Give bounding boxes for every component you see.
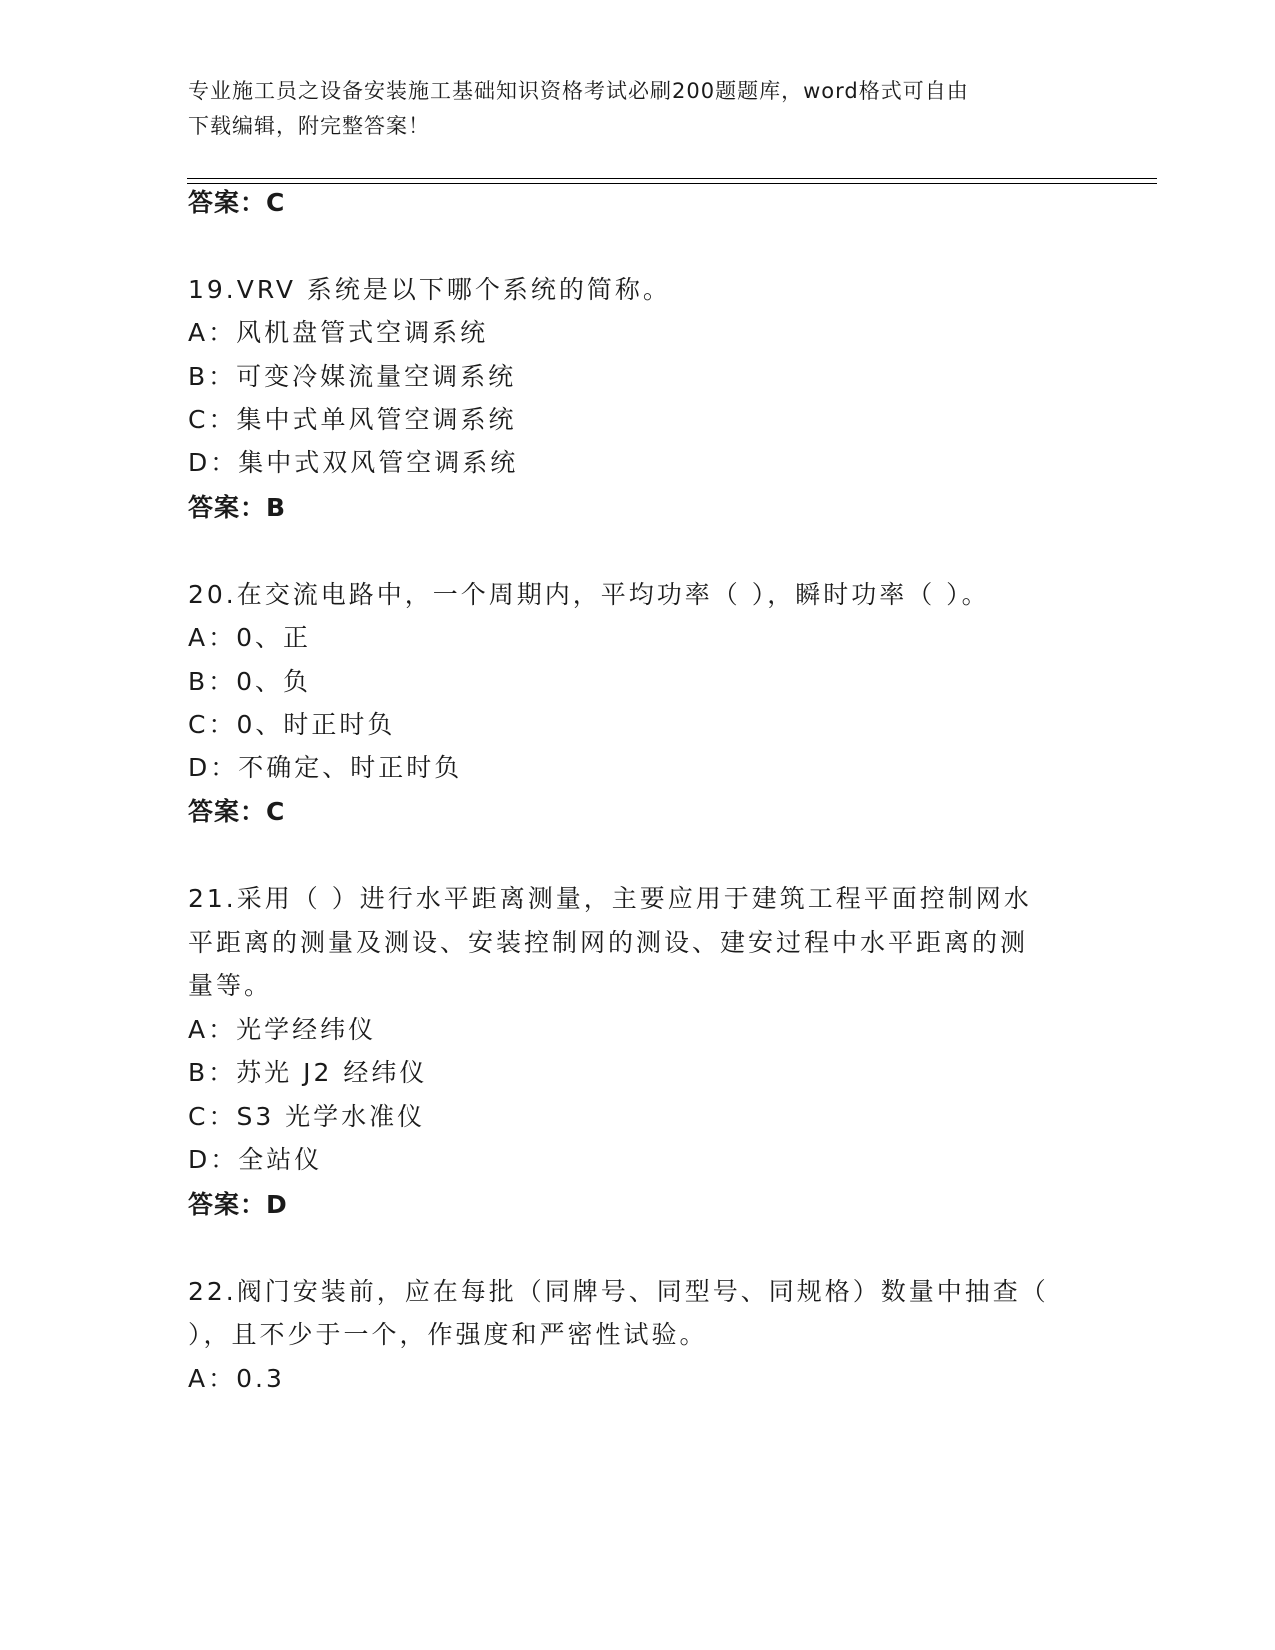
question-20-option-c: C：0、时正时负: [188, 710, 396, 739]
question-22-stem-line-2: ），且不少于一个，作强度和严密性试验。: [188, 1320, 708, 1349]
header-line-1: 专业施工员之设备安装施工基础知识资格考试必刷200题题库，word格式可自由: [188, 79, 969, 103]
header-divider-bottom: [187, 183, 1157, 184]
header-divider-top: [187, 178, 1157, 179]
question-22-stem-line-1: 22.阀门安装前，应在每批（同牌号、同型号、同规格）数量中抽查（: [188, 1277, 1049, 1306]
question-21-stem-line-3: 量等。: [188, 971, 273, 1000]
question-20-option-a: A：0、正: [188, 623, 312, 652]
question-21-option-d: D：全站仪: [188, 1145, 323, 1174]
question-20-option-d: D：不确定、时正时负: [188, 753, 463, 782]
question-19-stem: 19.VRV 系统是以下哪个系统的简称。: [188, 275, 671, 304]
question-21-option-a: A：光学经纬仪: [188, 1015, 377, 1044]
question-21-option-c: C：S3 光学水准仪: [188, 1102, 426, 1131]
question-20-option-b: B：0、负: [188, 667, 312, 696]
question-20-stem: 20.在交流电路中，一个周期内，平均功率（ ），瞬时功率（ ）。: [188, 580, 990, 609]
question-21-option-b: B：苏光 J2 经纬仪: [188, 1058, 428, 1087]
question-19-option-c: C：集中式单风管空调系统: [188, 405, 517, 434]
question-21-stem-line-2: 平距离的测量及测设、安装控制网的测设、建安过程中水平距离的测: [188, 928, 1029, 957]
document-header: [188, 74, 1088, 144]
header-line-2: 下载编辑，附完整答案！: [188, 114, 430, 138]
question-20-answer: 答案：C: [188, 797, 286, 826]
question-19-option-b: B：可变冷媒流量空调系统: [188, 362, 517, 391]
question-22-option-a: A：0.3: [188, 1364, 285, 1393]
question-21-stem-line-1: 21.采用（ ）进行水平距离测量，主要应用于建筑工程平面控制网水: [188, 884, 1032, 913]
question-19-option-a: A：风机盘管式空调系统: [188, 318, 489, 347]
question-19-answer: 答案：B: [188, 493, 287, 522]
answer-top: 答案：C: [188, 188, 286, 217]
question-19-option-d: D：集中式双风管空调系统: [188, 448, 519, 477]
question-21-answer: 答案：D: [188, 1190, 288, 1219]
